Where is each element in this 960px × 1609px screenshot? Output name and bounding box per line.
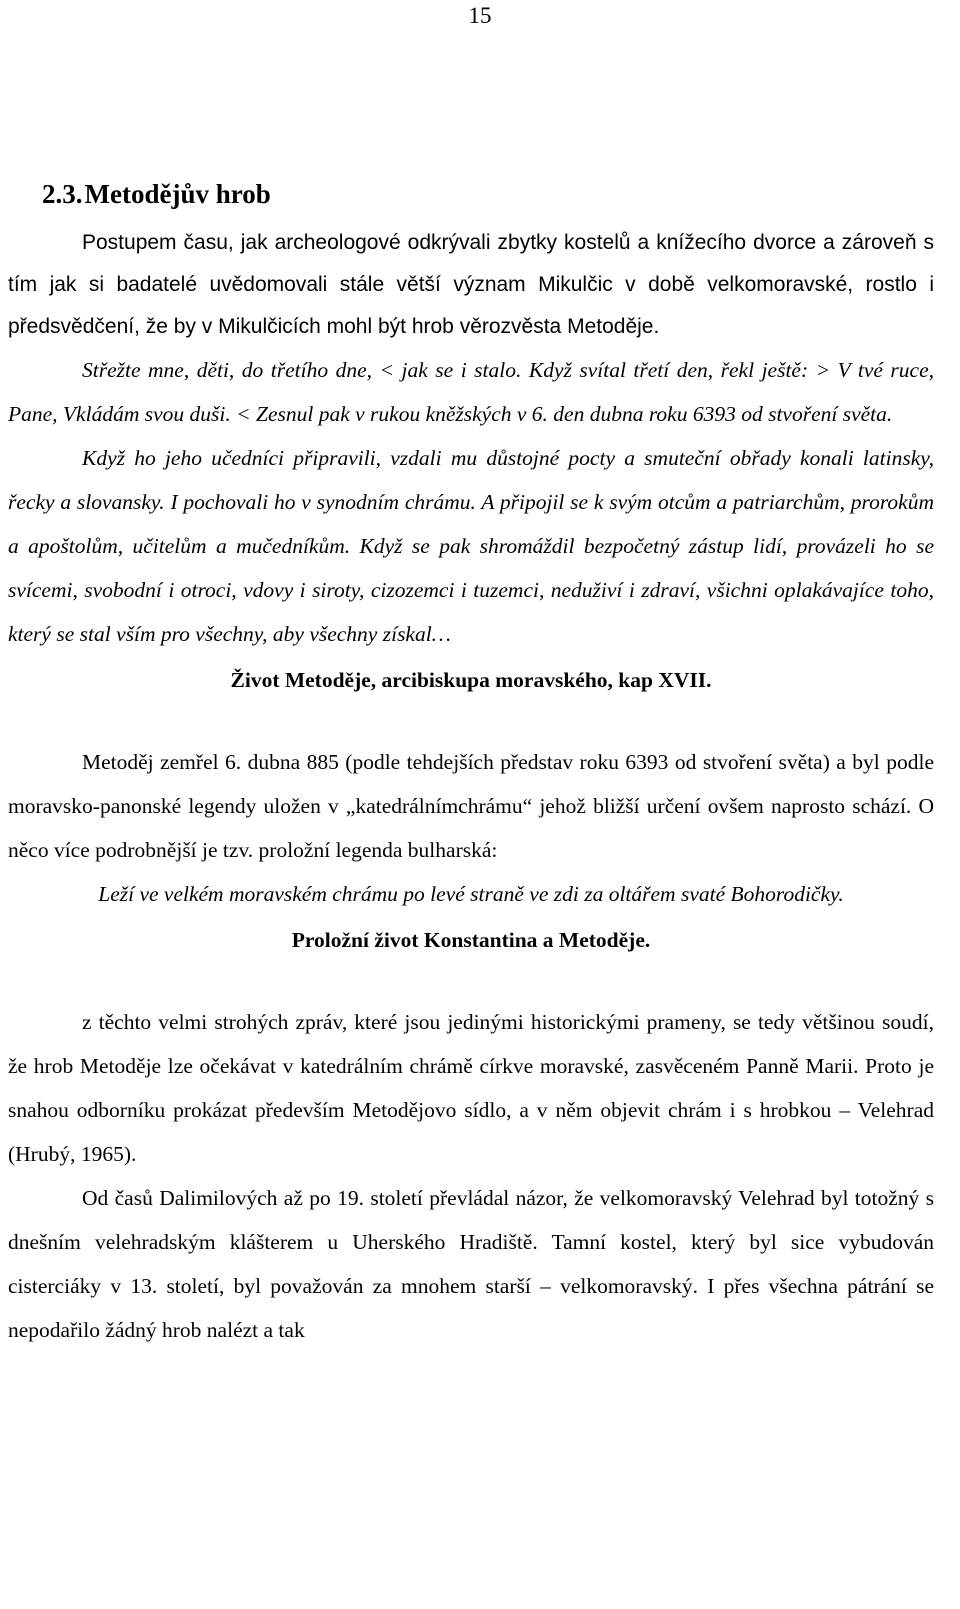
paragraph-2: Metoděj zemřel 6. dubna 885 (podle tehdejších představ roku 6393 od stvoření světa) a byl podle moravsko-panonské legendy uložen v „katedrálnímchrámu“ jehož bližší určení ovšem naprosto schází. O něco více podrobnější je tzv. proložní legenda bulharská:	[8, 750, 934, 862]
spacer	[8, 960, 934, 1000]
section-title: Metodějův hrob	[84, 179, 271, 209]
paragraph-3: z těchto velmi strohých zpráv, které jsou jedinými historickými prameny, se tedy většinou soudí, že hrob Metoděje lze očekávat v katedrálním chrámě církve moravské, zasvěceném Panně Marii. Proto je snahou odborníku prokázat především Metodějovo sídlo, a v něm objevit chrám i s hrobkou – Velehrad (Hrubý, 1965).	[8, 1010, 934, 1166]
section-number: 2.3.	[42, 179, 83, 209]
quote-paragraph-1: Střežte mne, děti, do třetího dne, < jak se i stalo. Když svítal třetí den, řekl ještě: > V tvé ruce, Pane, Vkládám svou duši. < Zesnul pak v rukou kněžských v 6. den dubna roku 6393 od stvoření světa.	[8, 358, 934, 426]
quote-paragraph-2: Když ho jeho učedníci připravili, vzdali mu důstojné pocty a smuteční obřady konali latinsky, řecky a slovansky. I pochovali ho v synodním chrámu. A připojil se k svým otcům a patriarchům, prorokům a apoštolům, učitelům a mučedníkům. Když se pak shromáždil bezpočetný zástup lidí, provázeli ho se svícemi, svobodní i otroci, vdovy i siroty, cizozemci i tuzemci, neduživí i zdraví, všichni oplakávajíce toho, který se stal vším pro všechny, aby všechny získal…	[8, 446, 934, 646]
page-number: 15	[468, 3, 492, 28]
document-body	[8, 178, 934, 1352]
quote-citation-1: Život Metoděje, arcibiskupa moravského, kap XVII.	[230, 668, 712, 692]
spacer	[8, 700, 934, 740]
quote-paragraph-3: Leží ve velkém moravském chrámu po levé straně ve zdi za oltářem svaté Bohorodičky.	[98, 882, 844, 906]
paragraph-4: Od časů Dalimilových až po 19. století převládal názor, že velkomoravský Velehrad byl totožný s dnešním velehradským klášterem u Uherského Hradiště. Tamní kostel, který byl sice vybudován cisterciáky v 13. století, byl považován za mnohem starší – velkomoravský. I přes všechna pátrání se nepodařilo žádný hrob nalézt a tak	[8, 1186, 934, 1342]
section-heading	[42, 178, 934, 210]
quote-citation-2: Proložní život Konstantina a Metoděje.	[291, 928, 651, 952]
intro-paragraph: Postupem času, jak archeologové odkrývali zbytky kostelů a knížecího dvorce a zároveň s tím jak si badatelé uvědomovali stále větší význam Mikulčic v době velkomoravské, rostlo i předsvědčení, že by v Mikulčicích mohl být hrob věrozvěsta Metoděje.	[8, 231, 934, 338]
